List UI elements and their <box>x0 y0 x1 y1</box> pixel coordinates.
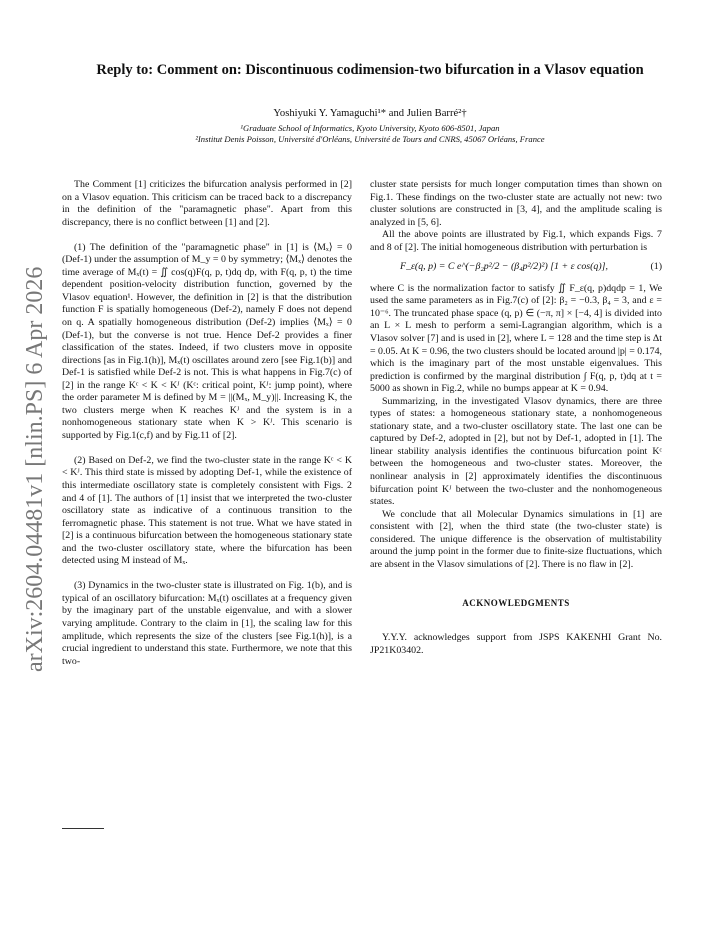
point-3-paragraph: (3) Dynamics in the two-cluster state is illustrated on Fig. 1(b), and is typical of an oscillatory bifurcation: Mₓ(t) oscillates at a frequency given by the imaginary part of the unstable eigenvalue, and with a slower varying amplitude. Contrary to the claim in [1], the scaling law for this amplitude, which represents the size of the clusters [see Fig.1(h)], is a crucial ingredient to understand this state. Furthermore, we note that this two- <box>62 580 352 667</box>
acknowledgments-heading: ACKNOWLEDGMENTS <box>462 598 570 609</box>
intro-paragraph: The Comment [1] criticizes the bifurcation analysis performed in [2] on a Vlasov equation. This criticism can be traced back to a discrepancy in the definition of the "paramagnetic phase". Apart from this discrepancy, there is no conflict between [1] and [2]. <box>62 179 352 228</box>
conclusion-paragraph: We conclude that all Molecular Dynamics simulations in [1] are consistent with [2], when the third state (the two-cluster state) is considered. The unique difference is the observation of multistability around the jump point in the former due to finite-size fluctuations, which are absent in the Vlasov simulations of [2]. There is no flaw in [2]. <box>370 508 662 570</box>
arxiv-identifier-text: arXiv:2604.04481v1 [nlin.PS] 6 Apr 2026 <box>22 266 48 672</box>
affiliation-1: ¹Graduate School of Informatics, Kyoto University, Kyoto 606-8501, Japan <box>240 123 500 133</box>
right-column <box>370 179 662 657</box>
point-1-paragraph: (1) The definition of the "paramagnetic phase" in [1] is ⟨Mₓ⟩ = 0 (Def-1) under the assumption of M_y = 0 by symmetry; ⟨Mₓ⟩ denotes the time average of Mₓ(t) = ∬ cos(q)F(q, p, t)dq dp, with F(q, p, t) the time dependent position-velocity distribution function, governed by the Vlasov equation¹. However, the definition in [2] is that the distribution function F is spatially homogeneous (Def-2), namely F does not depend on q. A spatially homogeneous distribution (Def-2) implies ⟨Mₓ⟩ = 0 (Def-1), but the converse is not true. Hence Def-2 provides a finer classification of the states. Indeed, if two clusters move in opposite directions [as in Fig.1(h)], Mₓ(t) oscillates around zero [see Fig.1(b)] and Def-1 is satisfied while Def-2 is not. This is what happens in Fig.7(c) of [2] in the range Kᶜ < K < Kᴶ (Kᶜ: critical point, Kᴶ: jump point), where the order parameter M is defined by M = ||(Mₓ, M_y)||. Increasing K, the two clusters merge when K reaches Kᴶ and the system is in a nonhomogeneous stationary state when K > Kᴶ. This scenario is supported by Fig.1(c,f) and by Fig.11 of [2]. <box>62 241 352 441</box>
parameters-paragraph: where C is the normalization factor to satisfy ∬ F_ε(q, p)dqdp = 1, We used the same parameters as in Fig.7(c) of [2]: β₂ = −0.3, β₄ = 3, and ε = 10⁻⁶. The truncated phase space (q, p) ∈ (−π, π] × [−4, 4] is divided into an L × L mesh to perform a semi-Lagrangian algorithm, which is a Vlasov solver [7] and is used in [2], where L = 128 and the time step is Δt = 0.05. At K = 0.96, the two clusters should be located around |p| = 0.174, which is the imaginary part of the most unstable eigenvalues. This prediction is confirmed by the marginal distribution ∫ F(q, p, t)dq at t = 5000 as shown in Fig.2, while no bumps appear at K = 0.94. <box>370 282 662 395</box>
acknowledgments-text: Y.Y.Y. acknowledges support from JSPS KAKENHI Grant No. JP21K03402. <box>370 631 662 656</box>
figure-description-paragraph: All the above points are illustrated by Fig.1, which expands Figs. 7 and 8 of [2]. The initial homogeneous distribution with perturbation is <box>370 229 662 253</box>
author-list: Yoshiyuki Y. Yamaguchi¹* and Julien Barré²† <box>273 108 467 119</box>
affiliation-2: ²Institut Denis Poisson, Université d'Orléans, Université de Tours and CNRS, 45067 Orléans, France <box>195 134 545 144</box>
equation-number: (1) <box>650 261 662 273</box>
arxiv-identifier-stamp <box>12 262 52 682</box>
equation-1 <box>370 261 662 274</box>
point-2-paragraph: (2) Based on Def-2, we find the two-cluster state in the range Kᶜ < K < Kᴶ. This third state is missed by adopting Def-1, while the existence of this intermediate oscillatory state is completely consistent with Figs. 2 and 4 of [1]. The authors of [1] insist that we interpreted the two-cluster oscillatory state as indicative of a continuous transition to the ferromagnetic phase. This statement is not true. What we have stated in [2] is a continuous bifurcation between the homogeneous stationary state and the two-cluster oscillatory state, where the bifurcation has been detected using M instead of Mₓ. <box>62 454 352 567</box>
footnote-rule <box>62 828 104 829</box>
left-column <box>62 179 352 668</box>
continuation-paragraph: cluster state persists for much longer computation times than shown on Fig.1. These findings on the two-cluster state are actually not new: two cluster solutions are constructed in [3, 4], and the amplitude scaling is analyzed in [5, 6]. <box>370 179 662 228</box>
summary-paragraph: Summarizing, in the investigated Vlasov dynamics, there are three types of states: a homogeneous stationary state, a nonhomogeneous stationary state, and a two-cluster oscillatory state. The last one can be captured by Def-2, adopted in [2], but not by Def-1, adopted in [1]. The linear stability analysis identifies the continuous bifurcation point Kᶜ between the homogeneous and two-cluster states. Moreover, the nonlinear analysis in [2] approximately identifies the discontinuous bifurcation point Kᴶ between the two-cluster and the nonhomogeneous states. <box>370 395 662 508</box>
equation-body: F_ε(q, p) = C e^(−β₂p²/2 − (β₄p²/2)²) [1 + ε cos(q)], <box>400 261 608 273</box>
paper-title: Reply to: Comment on: Discontinuous codimension-two bifurcation in a Vlasov equation <box>96 62 644 78</box>
